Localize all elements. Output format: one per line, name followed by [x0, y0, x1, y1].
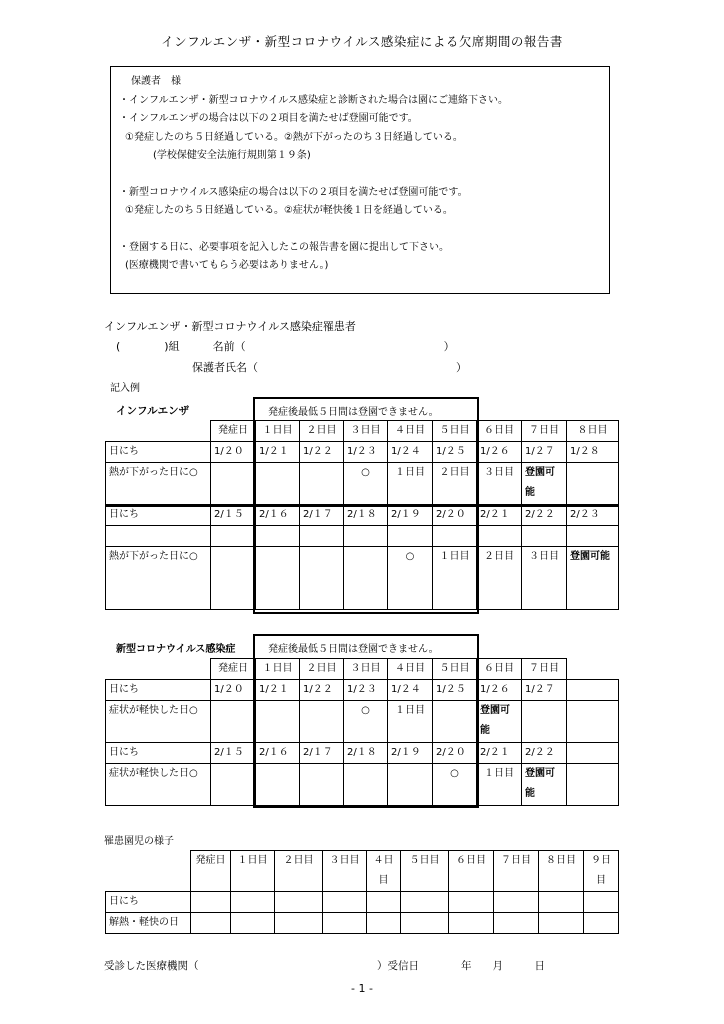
- table-cell: ７日目: [522, 659, 567, 680]
- table-cell: 2/１５: [211, 505, 256, 526]
- table-cell: ○: [344, 463, 388, 505]
- table-cell: 2/２２: [522, 743, 567, 764]
- table-header-cell: [106, 851, 191, 892]
- table-cell: 1/２４: [388, 680, 433, 701]
- table-cell: [388, 526, 433, 547]
- guardian-name-line: 保護者氏名（ ）: [192, 361, 467, 374]
- table-row: [106, 892, 619, 913]
- table-cell: １日目: [388, 463, 433, 505]
- table-cell: 1/２６: [477, 442, 522, 463]
- table-cell: [300, 764, 344, 806]
- table-cell: １日目: [477, 764, 522, 806]
- table-cell: [522, 526, 567, 547]
- table-cell: 2/２３: [567, 505, 619, 526]
- row-label-cell: 解熱・軽快の日: [106, 913, 191, 934]
- table-cell: 1/２２: [300, 442, 344, 463]
- entry-cell[interactable]: [494, 892, 539, 913]
- notice-box: [110, 66, 610, 294]
- notice-salutation: 保護者 様: [131, 76, 181, 87]
- table-cell: ３日目: [522, 547, 567, 610]
- table-cell: ２日目: [477, 547, 522, 610]
- table-header-cell: １日目: [231, 851, 275, 892]
- table-cell: 1/２６: [477, 680, 522, 701]
- row-label-cell: 症状が軽快した日○: [106, 764, 211, 806]
- table-cell: ２日目: [433, 463, 477, 505]
- table-cell: 2/１８: [344, 505, 388, 526]
- table-row: [106, 505, 619, 526]
- notice-line: ①発症したのち５日経過している。②熱が下がったのち３日経過している。: [125, 131, 463, 143]
- row-label-cell: [106, 526, 211, 547]
- patient-heading: インフルエンザ・新型コロナウイルス感染症罹患者: [104, 320, 356, 333]
- table-cell: [211, 764, 256, 806]
- table-cell: [256, 547, 300, 610]
- status-table[interactable]: [105, 850, 619, 934]
- table-cell: ５日目: [433, 421, 477, 442]
- table-cell: 1/２２: [300, 680, 344, 701]
- table-cell: [522, 701, 567, 743]
- table-cell: [211, 701, 256, 743]
- table-row: [106, 701, 619, 743]
- flu-banner: 発症後最低５日間は登園できません。: [268, 407, 439, 418]
- table-header-cell: ５日目: [401, 851, 449, 892]
- table-cell: ○: [433, 764, 477, 806]
- table-cell: ３日目: [477, 463, 522, 505]
- entry-cell[interactable]: [191, 892, 231, 913]
- row-label-cell: 症状が軽快した日○: [106, 701, 211, 743]
- entry-cell[interactable]: [191, 913, 231, 934]
- table-row: [106, 743, 619, 764]
- table-cell: 1/２７: [522, 680, 567, 701]
- entry-cell[interactable]: [584, 913, 619, 934]
- table-cell: １日目: [256, 659, 300, 680]
- table-row: [106, 913, 619, 934]
- table-cell: 2/２０: [433, 505, 477, 526]
- table-cell: 2/１６: [256, 743, 300, 764]
- table-cell: 1/２３: [344, 680, 388, 701]
- covid-banner: 発症後最低５日間は登園できません。: [268, 644, 439, 655]
- table-row: [106, 526, 619, 547]
- table-cell: ６日目: [477, 421, 522, 442]
- table-cell: [567, 680, 619, 701]
- table-cell: [433, 526, 477, 547]
- entry-cell[interactable]: [449, 913, 494, 934]
- table-header-cell: ２日目: [275, 851, 323, 892]
- row-label-cell: 日にち: [106, 680, 211, 701]
- flu-label: インフルエンザ: [116, 405, 190, 417]
- entry-cell[interactable]: [275, 913, 323, 934]
- entry-cell[interactable]: [231, 913, 275, 934]
- notice-line: ・新型コロナウイルス感染症の場合は以下の２項目を満たせば登園可能です。: [119, 186, 468, 198]
- table-cell: [344, 547, 388, 610]
- table-cell: １日目: [388, 701, 433, 743]
- entry-cell[interactable]: [323, 892, 367, 913]
- table-row: [106, 442, 619, 463]
- table-cell: 1/２０: [211, 680, 256, 701]
- table-cell: 1/２７: [522, 442, 567, 463]
- table-cell: ７日目: [522, 421, 567, 442]
- table-cell: 2/１８: [344, 743, 388, 764]
- table-cell: ○: [388, 547, 433, 610]
- table-row: [106, 547, 619, 610]
- table-cell: [477, 526, 522, 547]
- table-header-cell: ３日目: [323, 851, 367, 892]
- table-cell: ６日目: [477, 659, 522, 680]
- table-cell: [256, 701, 300, 743]
- table-cell: ○: [344, 701, 388, 743]
- table-cell: 1/２３: [344, 442, 388, 463]
- table-cell: 1/２１: [256, 680, 300, 701]
- row-label-cell: 熱が下がった日に○: [106, 547, 211, 610]
- class-name-line: ( )組 名前（ ）: [116, 340, 455, 353]
- row-label-cell: 日にち: [106, 892, 191, 913]
- notice-line: ①発症したのち５日経過している。②症状が軽快後１日を経過している。: [125, 205, 453, 216]
- table-row: [106, 680, 619, 701]
- entry-cell[interactable]: [449, 892, 494, 913]
- row-label-cell: 熱が下がった日に○: [106, 463, 211, 505]
- clinic-line: 受診した医療機関（ ）受信日 年 月 日: [104, 960, 545, 972]
- entry-cell[interactable]: [367, 892, 401, 913]
- notice-line: ・インフルエンザの場合は以下の２項目を満たせば登園可能です。: [119, 113, 418, 124]
- table-cell: 登園可能: [522, 463, 567, 505]
- table-cell: 2/２１: [477, 505, 522, 526]
- page-number: - 1 -: [351, 982, 373, 995]
- entry-cell[interactable]: [539, 892, 584, 913]
- example-label: 記入例: [110, 383, 140, 394]
- covid-label: 新型コロナウイルス感染症: [116, 644, 236, 655]
- table-header-row: [106, 851, 619, 892]
- entry-cell[interactable]: [367, 913, 401, 934]
- row-label-cell: 日にち: [106, 442, 211, 463]
- table-cell: [211, 547, 256, 610]
- table-cell: 2/１６: [256, 505, 300, 526]
- table-cell: [300, 463, 344, 505]
- table-header-cell: ７日目: [494, 851, 539, 892]
- table-cell: ２日目: [300, 421, 344, 442]
- table-cell: １日目: [256, 421, 300, 442]
- table-cell: 2/２０: [433, 743, 477, 764]
- table-row: [106, 764, 619, 806]
- table-cell: ２日目: [300, 659, 344, 680]
- table-cell: 2/２２: [522, 505, 567, 526]
- table-header-cell: ９日目: [584, 851, 619, 892]
- table-cell: １日目: [433, 547, 477, 610]
- table-cell: [567, 743, 619, 764]
- table-cell: 発症日: [211, 421, 256, 442]
- table-cell: [567, 463, 619, 505]
- flu-example-table: [105, 420, 619, 610]
- table-header-cell: ８日目: [539, 851, 584, 892]
- row-label-cell: 日にち: [106, 743, 211, 764]
- table-cell: [300, 547, 344, 610]
- covid-example-table: [105, 658, 619, 806]
- table-cell: 1/２５: [433, 442, 477, 463]
- table-cell: 2/１９: [388, 505, 433, 526]
- table-cell: [567, 526, 619, 547]
- table-cell: [211, 526, 256, 547]
- table-cell: [256, 463, 300, 505]
- table-cell: [300, 701, 344, 743]
- table-cell: ５日目: [433, 659, 477, 680]
- table-cell: [344, 526, 388, 547]
- table-header-row: [106, 421, 619, 442]
- notice-line: (学校保健安全法施行規則第１９条): [153, 150, 311, 161]
- table-cell: [256, 764, 300, 806]
- table-cell: 2/２１: [477, 743, 522, 764]
- table-cell: 1/２４: [388, 442, 433, 463]
- table-cell: [567, 659, 619, 680]
- page-title: インフルエンザ・新型コロナウイルス感染症による欠席期間の報告書: [161, 34, 563, 49]
- row-label-cell: [106, 421, 211, 442]
- entry-cell[interactable]: [401, 892, 449, 913]
- table-cell: 登園可能: [477, 701, 522, 743]
- table-cell: 登園可能: [522, 764, 567, 806]
- table-cell: [567, 764, 619, 806]
- table-cell: 1/２５: [433, 680, 477, 701]
- table-cell: [300, 526, 344, 547]
- table-cell: 1/２０: [211, 442, 256, 463]
- table-cell: ３日目: [344, 659, 388, 680]
- table-cell: ４日目: [388, 421, 433, 442]
- table-cell: [211, 463, 256, 505]
- table-cell: [388, 764, 433, 806]
- table-cell: 2/１５: [211, 743, 256, 764]
- entry-cell[interactable]: [539, 913, 584, 934]
- entry-cell[interactable]: [275, 892, 323, 913]
- table-cell: 登園可能: [567, 547, 619, 610]
- table-header-cell: ６日目: [449, 851, 494, 892]
- notice-line: (医療機関で書いてもらう必要はありません。): [125, 260, 329, 271]
- entry-cell[interactable]: [584, 892, 619, 913]
- entry-cell[interactable]: [401, 913, 449, 934]
- table-cell: ３日目: [344, 421, 388, 442]
- row-label-cell: [106, 659, 211, 680]
- entry-cell[interactable]: [231, 892, 275, 913]
- table-cell: ８日目: [567, 421, 619, 442]
- notice-line: ・インフルエンザ・新型コロナウイルス感染症と診断された場合は園にご連絡下さい。: [119, 94, 508, 106]
- row-label-cell: 日にち: [106, 505, 211, 526]
- table-header-cell: 発症日: [191, 851, 231, 892]
- entry-cell[interactable]: [494, 913, 539, 934]
- flu-divider: [105, 505, 618, 507]
- table-cell: 2/１７: [300, 505, 344, 526]
- table-row: [106, 463, 619, 505]
- table-header-row: [106, 659, 619, 680]
- table-cell: ４日目: [388, 659, 433, 680]
- table-cell: [344, 764, 388, 806]
- status-label: 罹患園児の様子: [104, 836, 174, 847]
- table-cell: 1/２１: [256, 442, 300, 463]
- table-cell: [256, 526, 300, 547]
- table-header-cell: ４日目: [367, 851, 401, 892]
- notice-line: ・登園する日に、必要事項を記入したこの報告書を園に提出して下さい。: [119, 241, 449, 253]
- table-cell: 発症日: [211, 659, 256, 680]
- table-cell: [567, 701, 619, 743]
- table-cell: [433, 701, 477, 743]
- table-cell: 2/１９: [388, 743, 433, 764]
- table-cell: 1/２８: [567, 442, 619, 463]
- entry-cell[interactable]: [323, 913, 367, 934]
- table-cell: 2/１７: [300, 743, 344, 764]
